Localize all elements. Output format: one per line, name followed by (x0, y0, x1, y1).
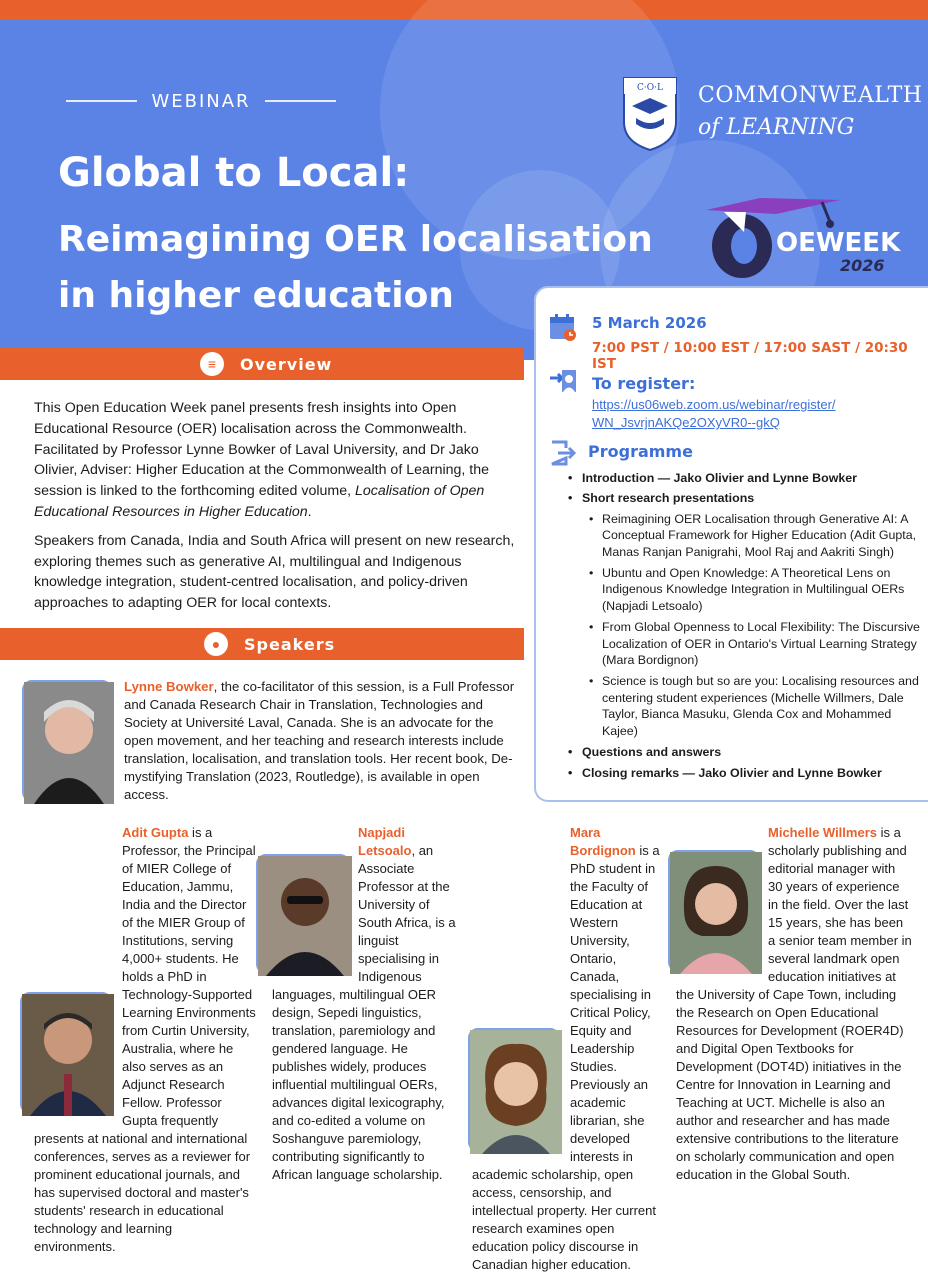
programme-item: • Questions and answers (562, 744, 924, 760)
org-name-line-2: of LEARNING (698, 115, 855, 140)
programme-list (562, 470, 924, 785)
oeweek-logo (700, 192, 900, 282)
overview-p1-text: This Open Education Week panel presents fresh insights into Open Educational Resource (OER) localisation across the Commonwealth. Facilitated by Professor Lynne Bowker of Laval University, and Dr Jako Olivier, Adviser: Higher Education at the Commonwealth of Learning, the session is linked to the forthcoming edited volume, (34, 400, 490, 500)
speakers-heading-bar (0, 628, 524, 660)
avatar-adit-gupta (20, 992, 112, 1114)
bio-lynne-bowker (124, 678, 524, 804)
title-line-2-text: Reimagining OER localisation (58, 219, 653, 260)
programme-heading: Programme (588, 442, 693, 461)
event-time: 7:00 PST / 10:00 EST / 17:00 SAST / 20:30 IST (592, 340, 908, 372)
oeweek-year: 2026 (840, 256, 885, 275)
speaker-name: Michelle Willmers (768, 825, 877, 840)
kicker-rule (66, 100, 137, 102)
book-title: Localisation of Open Educational Resources in Higher Education (34, 483, 485, 520)
overview-paragraph-1 (34, 398, 520, 523)
register-link-line-2[interactable]: WN_JsvrjnAKQe2OXyVR0--gkQ (592, 415, 780, 430)
title-line-3-text: in higher education (58, 275, 454, 316)
overview-heading: Overview (240, 354, 333, 374)
programme-item: • Closing remarks — Jako Olivier and Lynne Bowker (562, 765, 924, 781)
event-info-card (534, 286, 928, 802)
register-heading: To register: (592, 374, 696, 393)
speaker-name: Napjadi Letsoalo (358, 825, 412, 858)
presentation-item: • Ubuntu and Open Knowledge: A Theoretical Lens on Indigenous Knowledge Integration in Multilingual OERs (Napjadi Letsoalo) (582, 565, 924, 614)
bio-napjadi-letsoalo (272, 824, 458, 1184)
speaker-bio-text: is a Professor, the Principal of MIER College of Education, Jammu, India and the Director of the MIER Group of Institutions, serving 4,000+ students. He holds a PhD in Technology-Supported Learning Environments from Curtin University, Australia, where he also serves as an Adjunct Research Fellow. Professor Gupta frequently presents at national and international conferences, serves as a reviewer for prominent educational journals, and has supervised doctoral and master's students' research in educational technology and learning environments. (34, 825, 256, 1254)
programme-item-label: Short research presentations (582, 491, 755, 506)
speaker-name: Mara Bordignon (570, 825, 636, 858)
avatar-mara-bordignon (468, 1028, 560, 1152)
avatar-michelle-willmers (668, 850, 760, 972)
speakers-heading: Speakers (244, 634, 336, 654)
speaker-name: Adit Gupta (122, 825, 189, 840)
presentation-list (582, 511, 924, 739)
avatar-napjadi-letsoalo (256, 854, 350, 974)
webinar-kicker (66, 90, 336, 112)
overview-heading-bar (0, 348, 524, 380)
overview-text (34, 398, 520, 614)
oeweek-wordmark: OEWEEK (776, 228, 901, 258)
avatar-lynne-bowker (22, 680, 112, 802)
register-link-line-1[interactable]: https://us06web.zoom.us/webinar/register/ (592, 397, 836, 412)
speaker-bio-text: , an Associate Professor at the University of South Africa, is a linguist specialising in Indigenous languages, multilingual OER design, Sepedi linguistics, translation, paremiology and gendered language. He publishes widely, produces influential multilingual OERs, advances digital lexicography, and co-edited a volume on Soshanguve paremiology, contributing significantly to African language scholarship. (272, 843, 456, 1182)
calendar-icon (548, 312, 578, 342)
kicker-rule (265, 100, 336, 102)
speaker-bio-text: is a scholarly publishing and editorial manager with 30 years of experience in the field. Over the last 15 years, she has been a senior team member in several landmark open education initiatives at the University of Cape Town, including the Research on Open Educational Resources for Development (ROER4D) and Digital Open Textbooks for Development (DOT4D) initiatives in the Centre for Innovation in Learning and Teaching at UCT. Michelle is also an author and researcher and has made extensive contributions to the literature on scholarly communication and open education in the Global South. (676, 825, 912, 1182)
event-date: 5 March 2026 (592, 314, 707, 332)
org-name (698, 80, 922, 144)
register-icon (548, 366, 578, 396)
programme-item (562, 490, 924, 739)
programme-icon (548, 438, 578, 468)
overview-icon: ≡ (200, 352, 224, 376)
overview-p1-end: . (307, 503, 312, 520)
speaker-bio-text: is a PhD student in the Faculty of Education at Western University, Ontario, Canada, specialising in Critical Policy, Equity and Leadership Studies. Previously an academic librarian, she developed interests in academic scholarship, open access, censorship, and intellectual property. Her current research examines open education policy discourse in Canadian higher education. (472, 843, 660, 1272)
shield-text: C·O·L (637, 83, 663, 93)
bio-mara-bordignon (472, 824, 662, 1274)
col-logo (622, 76, 923, 156)
speaker-bio-text: , the co-facilitator of this session, is a Full Professor and Canada Research Chair in Translation, Technologies and Society at Université Laval, Canada. She is an advocate for the open movement, and her teaching and research interests include translation, localisation, and translation tools. Her recent book, De-mystifying Translation (2023, Routledge), is available in open access. (124, 679, 515, 802)
presentation-item: • Science is tough but so are you: Localising resources and centering student experiences (Michelle Willmers, Dale Taylor, Bianca Masuku, Glenda Cox and Mohammed Kajee) (582, 673, 924, 739)
overview-paragraph-2: Speakers from Canada, India and South Africa will present on new research, exploring themes such as generative AI, multilingual and Indigenous knowledge integration, student-centred localisation, and policy-driven approaches to adapting OER for local contexts. (34, 532, 515, 612)
title-line-1: Global to Local: (58, 150, 410, 196)
programme-item: • Introduction — Jako Olivier and Lynne Bowker (562, 470, 924, 486)
bio-michelle-willmers (676, 824, 912, 1184)
kicker-text: WEBINAR (151, 90, 251, 112)
presentation-item: • From Global Openness to Local Flexibility: The Discursive Localization of OER in Ontario's Virtual Learning Strategy (Mara Bordignon) (582, 619, 924, 668)
presentation-item: • Reimagining OER Localisation through Generative AI: A Conceptual Framework for Higher Education (Adit Gupta, Manas Ranjan Panigrahi, Mool Raj and Aakriti Singh) (582, 511, 924, 560)
register-link[interactable] (592, 396, 912, 432)
org-name-line-1: COMMONWEALTH (698, 83, 923, 108)
bio-adit-gupta (34, 824, 256, 1256)
col-shield-icon (622, 76, 678, 152)
speaker-icon: ● (204, 632, 228, 656)
speaker-name: Lynne Bowker (124, 679, 214, 694)
